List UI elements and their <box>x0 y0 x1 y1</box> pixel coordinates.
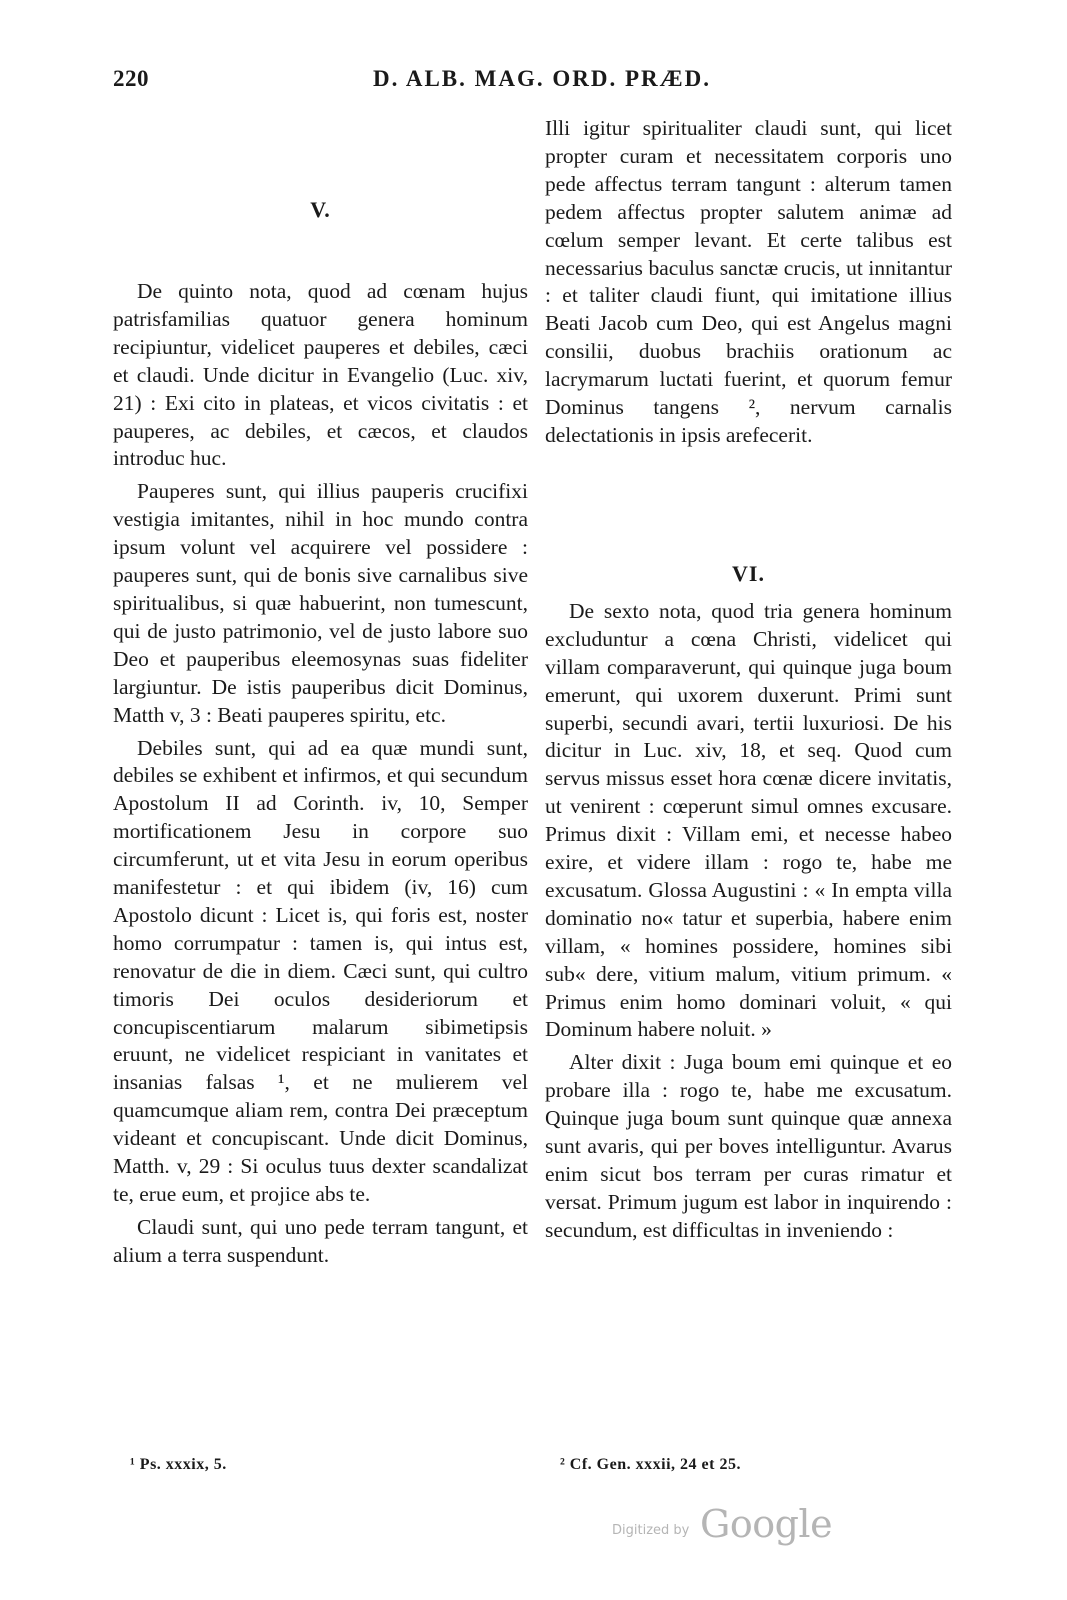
paragraph: De sexto nota, quod tria genera hominum excluduntur a cœna Christi, videlicet qui villam comparaverunt, qui quinque juga boum emerunt, qui uxorem duxerunt. Primi sunt superbi, secundi avari, tertii luxuriosi. De his dicitur in Luc. xiv, 18, et seq. Quod cum servus missus esset hora cœnæ dicere invitatis, ut venirent : cœperunt simul omnes excusare. Primus dixit : Villam emi, et necesse habeo exire, et videre illam : rogo te, habe me excusatum. Glossa Augustini : « In empta villa dominatio no« tatur et superbia, habere enim villam, « homines possidere, homines sibi sub« dere, vitium malum, vitium primum. « Primus enim homo dominari voluit, « qui Dominum habere noluit. » <box>545 598 952 1042</box>
paragraph: Debiles sunt, qui ad ea quæ mundi sunt, debiles se exhibent et infirmos, et qui secundum Apostolum II ad Corinth. iv, 10, Semper mortificationem Jesu in corpore suo circumferunt, ut et vita Jesu in eorum operibus manifestetur : et qui ibidem (iv, 16) cum Apostolo dicunt : Licet is, qui foris est, noster homo corrumpatur : tamen is, qui intus est, renovatur de die in diem. Cæci sunt, qui cultro timoris Dei oculos desideriorum et concupiscentiarum malarum sibimetipsis eruunt, ne videlicet respiciant in vanitates et insanias falsas ¹, et ne mulierem vel quamcumque aliam rem, contra Dei præceptum videant et concupiscant. Unde dicit Dominus, Matth. v, 29 : Si oculus tuus dexter scandalizat te, erue eum, et projice abs te. <box>113 735 528 1206</box>
running-title: D. ALB. MAG. ORD. PRÆD. <box>373 66 711 91</box>
paragraph: Pauperes sunt, qui illius pauperis crucifixi vestigia imitantes, nihil in hoc mundo contra ipsum volunt vel acquirere vel possidere : pauperes sunt, qui de bonis sive carnalibus sive spiritualibus, si quæ habuerint, non tumescunt, qui de justo patrimonio, vel de justo labore suo Deo et pauperibus eleemosynas suas fideliter largiuntur. De istis pauperibus dicit Dominus, Matth v, 3 : Beati pauperes spiritu, etc. <box>113 479 528 727</box>
digitized-watermark <box>612 1500 842 1546</box>
footnote-right: ² Cf. Gen. xxxii, 24 et 25. <box>560 1456 741 1473</box>
section-heading-v: V. <box>310 197 331 222</box>
watermark-small-text: Digitized by <box>612 1523 690 1538</box>
page-header <box>113 66 952 102</box>
page-number: 220 <box>113 66 149 91</box>
section-heading-vi: VI. <box>732 561 765 586</box>
paragraph: De quinto nota, quod ad cœnam hujus patrisfamilias quatuor genera hominum recipiuntur, videlicet pauperes et debiles, cæci et claudi. Unde dicitur in Evangelio (Luc. xiv, 21) : Exi cito in plateas, et vicos civitatis : et pauperes, ac debiles, et cæcos, et claudos introduc huc. <box>113 279 528 471</box>
paragraph: Claudi sunt, qui uno pede terram tangunt, et alium a terra suspendunt. <box>113 1214 528 1267</box>
footnote-left: ¹ Ps. xxxix, 5. <box>130 1456 227 1473</box>
paragraph: Alter dixit : Juga boum emi quinque et eo probare illa : rogo te, habe me excusatum. Quinque juga boum sunt quinque quæ annexa sunt avaris, qui per boves intelliguntur. Avarus enim sicut bos terram per curas rimatur et versat. Primum jugum est labor in inquirendo : secundum, est difficultas in inveniendo : <box>545 1050 952 1242</box>
google-logo: Google <box>700 1502 833 1546</box>
left-column <box>113 278 528 1275</box>
paragraph: Illi igitur spiritualiter claudi sunt, qui licet propter curam et necessitatem corporis uno pede affectus terram tangunt : alterum tamen pedem affectus propter salutem animæ ad cœlum semper levant. Et certe talibus est necessarius baculus sanctæ crucis, ut innitantur : et taliter claudi fiunt, qui imitatione illius Beati Jacob cum Deo, qui est Angelus magni consilii, duobus brachiis orationum ac lacrymarum luctati fuerint, et quorum femur Dominus tangens ², nervum carnalis delectationis in ipsis arefecerit. <box>545 116 952 447</box>
right-column <box>545 115 952 1250</box>
